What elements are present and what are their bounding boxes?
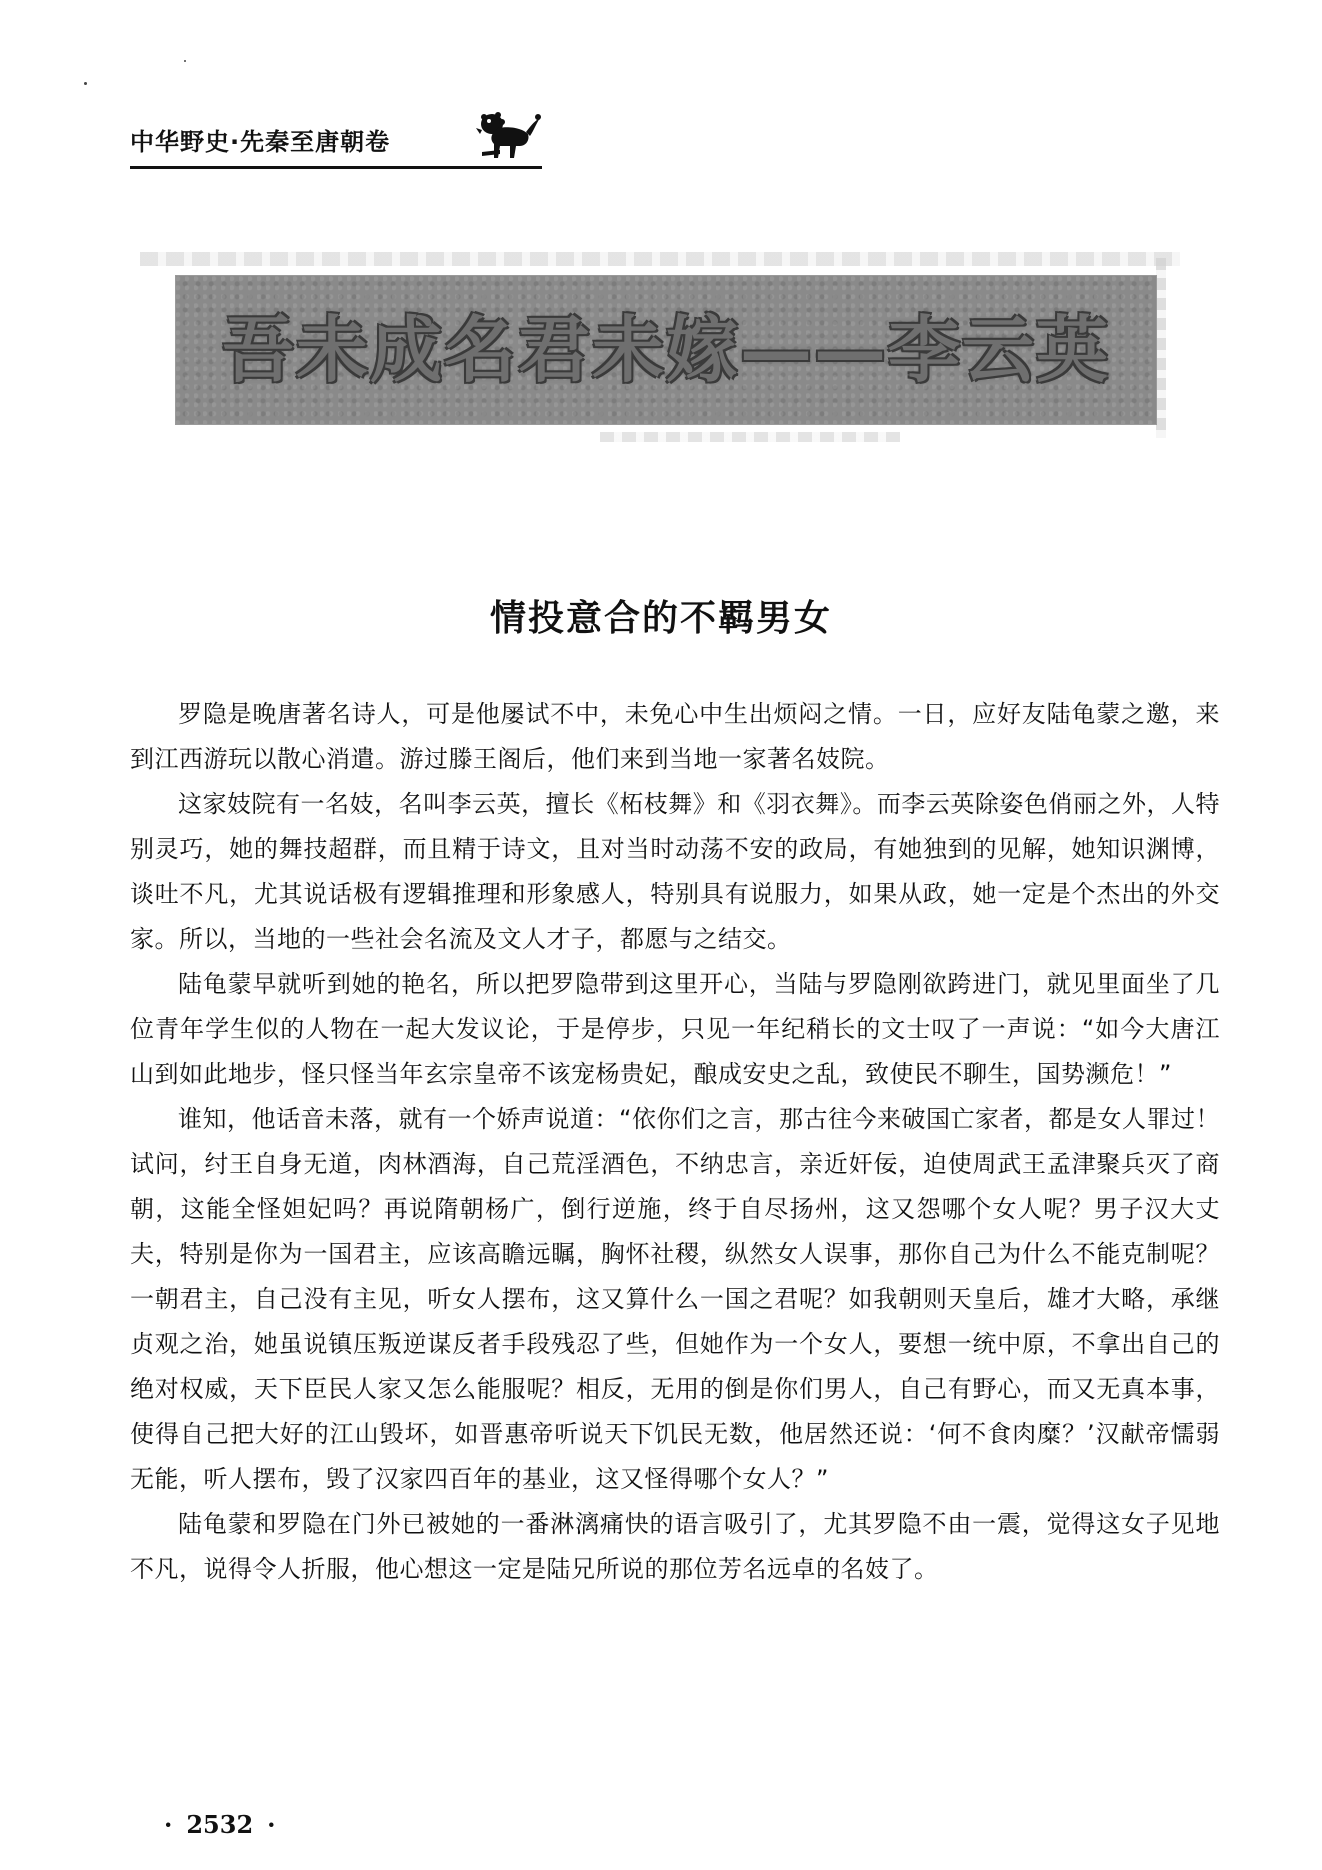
page-number-value: 2532 <box>186 1810 254 1839</box>
bleed-through-text <box>140 252 1180 266</box>
bleed-through-text <box>600 432 900 442</box>
paragraph: 罗隐是晚唐著名诗人，可是他屡试不中，未免心中生出烦闷之情。一日，应好友陆龟蒙之邀，来到江西游玩以散心消遣。游过滕王阁后，他们来到当地一家著名妓院。 <box>130 700 1220 773</box>
chapter-banner <box>176 276 1156 424</box>
bullet-dot: · <box>164 1810 173 1839</box>
paragraph: 这家妓院有一名妓，名叫李云英，擅长《柘枝舞》和《羽衣舞》。而李云英除姿色俏丽之外，人特别灵巧，她的舞技超群，而且精于诗文，且对当时动荡不安的政局，有她独到的见解，她知识渊博，谈吐不凡，尤其说话极有逻辑推理和形象感人，特别具有说服力，如果从政，她一定是个杰出的外交家。所以，当地的一些社会名流及文人才子，都愿与之结交。 <box>130 790 1220 953</box>
chapter-title: 吾未成名君未嫁——李云英 <box>221 307 1110 392</box>
bleed-through-text <box>1156 258 1166 438</box>
scan-speck <box>84 82 87 85</box>
paragraph: 陆龟蒙早就听到她的艳名，所以把罗隐带到这里开心，当陆与罗隐刚欲跨进门，就见里面坐了几位青年学生似的人物在一起大发议论，于是停步，只见一年纪稍长的文士叹了一声说：“如今大唐江山到如此地步，怪只怪当年玄宗皇帝不该宠杨贵妃，酿成安史之乱，致使民不聊生，国势濒危！” <box>130 970 1220 1088</box>
running-header-title: 中华野史·先秦至唐朝卷 <box>130 128 391 156</box>
paragraph: 陆龟蒙和罗隐在门外已被她的一番淋漓痛快的语言吸引了，尤其罗隐不由一震，觉得这女子见地不凡，说得令人折服，他心想这一定是陆兄所说的那位芳名远卓的名妓了。 <box>130 1510 1220 1583</box>
page-number <box>150 1810 290 1839</box>
running-header <box>130 118 542 170</box>
bullet-dot: · <box>267 1810 276 1839</box>
header-rule <box>130 166 542 169</box>
lion-icon <box>470 106 542 166</box>
section-heading: 情投意合的不羁男女 <box>489 598 832 639</box>
scan-speck <box>184 60 186 62</box>
body-text <box>130 692 1220 1592</box>
paragraph: 谁知，他话音未落，就有一个娇声说道：“依你们之言，那古往今来破国亡家者，都是女人罪过！试问，纣王自身无道，肉林酒海，自己荒淫酒色，不纳忠言，亲近奸佞，迫使周武王孟津聚兵灭了商朝，这能全怪妲妃吗？再说隋朝杨广，倒行逆施，终于自尽扬州，这又怨哪个女人呢？男子汉大丈夫，特别是你为一国君主，应该高瞻远瞩，胸怀社稷，纵然女人误事，那你自己为什么不能克制呢？一朝君主，自己没有主见，听女人摆布，这又算什么一国之君呢？如我朝则天皇后，雄才大略，承继贞观之治，她虽说镇压叛逆谋反者手段残忍了些，但她作为一个女人，要想一统中原，不拿出自己的绝对权威，天下臣民人家又怎么能服呢？相反，无用的倒是你们男人，自己有野心，而又无真本事，使得自己把大好的江山毁坏，如晋惠帝听说天下饥民无数，他居然还说：‘何不食肉糜？’汉献帝懦弱无能，听人摆布，毁了汉家四百年的基业，这又怪得哪个女人？” <box>130 1105 1220 1493</box>
